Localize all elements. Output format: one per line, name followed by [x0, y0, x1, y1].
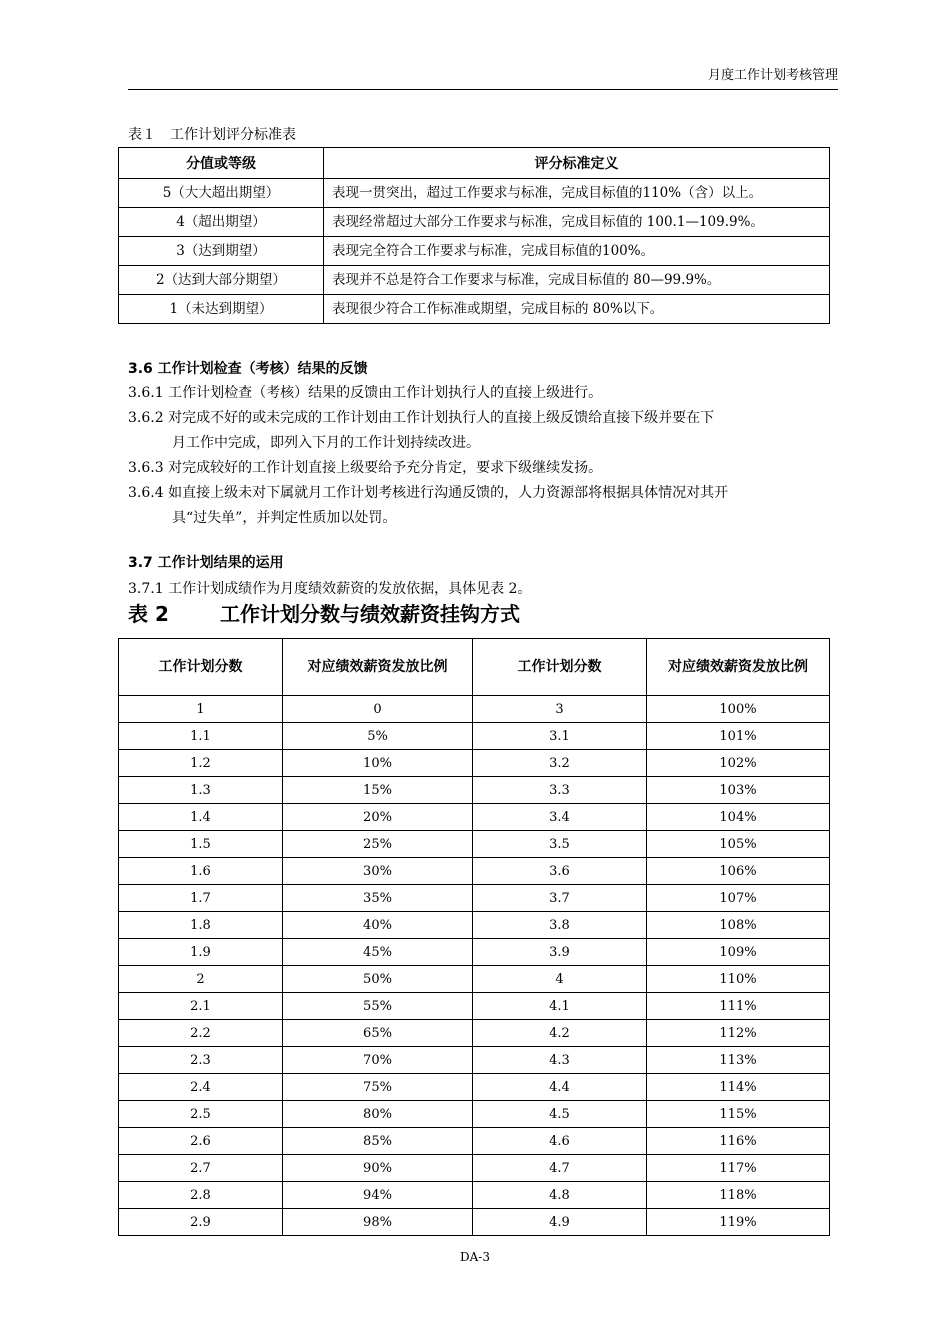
ratio-cell: 98% — [283, 1209, 473, 1236]
ratio-cell: 101% — [647, 723, 830, 750]
score-cell: 3.9 — [473, 939, 647, 966]
score-cell: 1.7 — [119, 885, 283, 912]
ratio-cell: 15% — [283, 777, 473, 804]
table-row — [119, 696, 830, 723]
score-cell: 2.8 — [119, 1182, 283, 1209]
table2-caption-number: 表 2 — [128, 602, 169, 626]
score-cell: 4.8 — [473, 1182, 647, 1209]
ratio-cell: 109% — [647, 939, 830, 966]
score-cell: 2.6 — [119, 1128, 283, 1155]
ratio-cell: 55% — [283, 993, 473, 1020]
ratio-cell: 111% — [647, 993, 830, 1020]
column-header-score-right: 工作计划分数 — [473, 639, 647, 696]
ratio-cell: 45% — [283, 939, 473, 966]
ratio-cell: 104% — [647, 804, 830, 831]
definition-cell: 表现很少符合工作标准或期望，完成目标的 80%以下。 — [324, 295, 830, 324]
score-cell: 1.8 — [119, 912, 283, 939]
score-cell: 1.1 — [119, 723, 283, 750]
score-cell: 4.9 — [473, 1209, 647, 1236]
table-row — [119, 912, 830, 939]
ratio-cell: 50% — [283, 966, 473, 993]
table-row — [119, 208, 830, 237]
ratio-cell: 94% — [283, 1182, 473, 1209]
score-cell: 3.5 — [473, 831, 647, 858]
table-row — [119, 939, 830, 966]
paragraph-3-6-2-line1: 3.6.2 对完成不好的或未完成的工作计划由工作计划执行人的直接上级反馈给直接下级并要在下 — [128, 410, 715, 426]
score-cell: 3.1 — [473, 723, 647, 750]
table-row — [119, 804, 830, 831]
column-header-ratio-right: 对应绩效薪资发放比例 — [647, 639, 830, 696]
ratio-cell: 117% — [647, 1155, 830, 1182]
ratio-cell: 30% — [283, 858, 473, 885]
score-cell: 1.9 — [119, 939, 283, 966]
table-header-row — [119, 148, 830, 179]
table2-caption — [128, 598, 520, 627]
ratio-cell: 85% — [283, 1128, 473, 1155]
page-number: DA-3 — [460, 1250, 490, 1264]
table-row — [119, 858, 830, 885]
score-cell: 2 — [119, 966, 283, 993]
table-row — [119, 1074, 830, 1101]
table-row — [119, 1101, 830, 1128]
score-cell: 4.1 — [473, 993, 647, 1020]
score-cell: 3.2 — [473, 750, 647, 777]
table-row — [119, 750, 830, 777]
page-header: 月度工作计划考核管理 — [128, 64, 838, 90]
score-cell: 2.4 — [119, 1074, 283, 1101]
score-cell: 1.4 — [119, 804, 283, 831]
ratio-cell: 25% — [283, 831, 473, 858]
ratio-cell: 106% — [647, 858, 830, 885]
definition-cell: 表现经常超过大部分工作要求与标准，完成目标值的 100.1—109.9%。 — [324, 208, 830, 237]
definition-cell: 表现一贯突出，超过工作要求与标准，完成目标值的110%（含）以上。 — [324, 179, 830, 208]
table-row — [119, 179, 830, 208]
table-header-row — [119, 639, 830, 696]
ratio-cell: 112% — [647, 1020, 830, 1047]
ratio-cell: 102% — [647, 750, 830, 777]
score-cell: 2.3 — [119, 1047, 283, 1074]
table-row — [119, 1128, 830, 1155]
paragraph-3-7-1: 3.7.1 工作计划成绩作为月度绩效薪资的发放依据，具体见表 2。 — [128, 581, 532, 597]
ratio-cell: 5% — [283, 723, 473, 750]
scoring-standard-table — [118, 147, 830, 324]
table-row — [119, 295, 830, 324]
score-cell: 1.6 — [119, 858, 283, 885]
paragraph-3-6-2-line2: 月工作中完成，即列入下月的工作计划持续改进。 — [172, 435, 480, 451]
score-cell: 4.7 — [473, 1155, 647, 1182]
table1-caption: 表１ 工作计划评分标准表 — [128, 127, 296, 143]
section-3-6-body — [128, 381, 840, 531]
score-level-cell: 5（大大超出期望） — [119, 179, 324, 208]
ratio-cell: 80% — [283, 1101, 473, 1128]
section-3-7-heading: 3.7 工作计划结果的运用 — [128, 555, 284, 571]
table-row — [119, 1182, 830, 1209]
score-cell: 1.5 — [119, 831, 283, 858]
ratio-cell: 70% — [283, 1047, 473, 1074]
score-cell: 2.7 — [119, 1155, 283, 1182]
table-row — [119, 993, 830, 1020]
table-row — [119, 777, 830, 804]
ratio-cell: 103% — [647, 777, 830, 804]
score-level-cell: 1（未达到期望） — [119, 295, 324, 324]
score-cell: 3.3 — [473, 777, 647, 804]
salary-ratio-table — [118, 638, 830, 1236]
score-level-cell: 2（达到大部分期望） — [119, 266, 324, 295]
table2-caption-title: 工作计划分数与绩效薪资挂钩方式 — [220, 602, 520, 626]
paragraph-3-6-1: 3.6.1 工作计划检查（考核）结果的反馈由工作计划执行人的直接上级进行。 — [128, 385, 603, 401]
score-level-cell: 4（超出期望） — [119, 208, 324, 237]
column-header-definition: 评分标准定义 — [324, 148, 830, 179]
table-row — [119, 1047, 830, 1074]
ratio-cell: 75% — [283, 1074, 473, 1101]
score-level-cell: 3（达到期望） — [119, 237, 324, 266]
score-cell: 4.6 — [473, 1128, 647, 1155]
score-cell: 1.3 — [119, 777, 283, 804]
ratio-cell: 65% — [283, 1020, 473, 1047]
ratio-cell: 107% — [647, 885, 830, 912]
paragraph-3-6-3: 3.6.3 对完成较好的工作计划直接上级要给予充分肯定，要求下级继续发扬。 — [128, 460, 603, 476]
definition-cell: 表现并不总是符合工作要求与标准，完成目标值的 80—99.9%。 — [324, 266, 830, 295]
table-row — [119, 1155, 830, 1182]
score-cell: 4.5 — [473, 1101, 647, 1128]
ratio-cell: 114% — [647, 1074, 830, 1101]
score-cell: 2.5 — [119, 1101, 283, 1128]
definition-cell: 表现完全符合工作要求与标准，完成目标值的100%。 — [324, 237, 830, 266]
ratio-cell: 35% — [283, 885, 473, 912]
ratio-cell: 116% — [647, 1128, 830, 1155]
score-cell: 3.7 — [473, 885, 647, 912]
score-cell: 4 — [473, 966, 647, 993]
score-cell: 3 — [473, 696, 647, 723]
ratio-cell: 20% — [283, 804, 473, 831]
ratio-cell: 100% — [647, 696, 830, 723]
score-cell: 3.8 — [473, 912, 647, 939]
table-row — [119, 1020, 830, 1047]
score-cell: 4.3 — [473, 1047, 647, 1074]
score-cell: 4.4 — [473, 1074, 647, 1101]
paragraph-3-6-4-line2: 具“过失单”，并判定性质加以处罚。 — [172, 510, 397, 526]
table-row — [119, 885, 830, 912]
table-row — [119, 831, 830, 858]
score-cell: 1 — [119, 696, 283, 723]
score-cell: 3.6 — [473, 858, 647, 885]
score-cell: 3.4 — [473, 804, 647, 831]
ratio-cell: 10% — [283, 750, 473, 777]
score-cell: 1.2 — [119, 750, 283, 777]
ratio-cell: 110% — [647, 966, 830, 993]
table-row — [119, 266, 830, 295]
paragraph-3-6-4-line1: 3.6.4 如直接上级未对下属就月工作计划考核进行沟通反馈的，人力资源部将根据具体情况对其开 — [128, 485, 729, 501]
score-cell: 2.1 — [119, 993, 283, 1020]
column-header-ratio-left: 对应绩效薪资发放比例 — [283, 639, 473, 696]
ratio-cell: 113% — [647, 1047, 830, 1074]
section-3-6-heading: 3.6 工作计划检查（考核）结果的反馈 — [128, 361, 368, 377]
table-row — [119, 1209, 830, 1236]
ratio-cell: 0 — [283, 696, 473, 723]
score-cell: 2.2 — [119, 1020, 283, 1047]
ratio-cell: 105% — [647, 831, 830, 858]
score-cell: 4.2 — [473, 1020, 647, 1047]
column-header-score-left: 工作计划分数 — [119, 639, 283, 696]
table-row — [119, 723, 830, 750]
table-row — [119, 966, 830, 993]
ratio-cell: 108% — [647, 912, 830, 939]
ratio-cell: 118% — [647, 1182, 830, 1209]
ratio-cell: 119% — [647, 1209, 830, 1236]
ratio-cell: 90% — [283, 1155, 473, 1182]
score-cell: 2.9 — [119, 1209, 283, 1236]
column-header-score: 分值或等级 — [119, 148, 324, 179]
ratio-cell: 40% — [283, 912, 473, 939]
ratio-cell: 115% — [647, 1101, 830, 1128]
table-row — [119, 237, 830, 266]
